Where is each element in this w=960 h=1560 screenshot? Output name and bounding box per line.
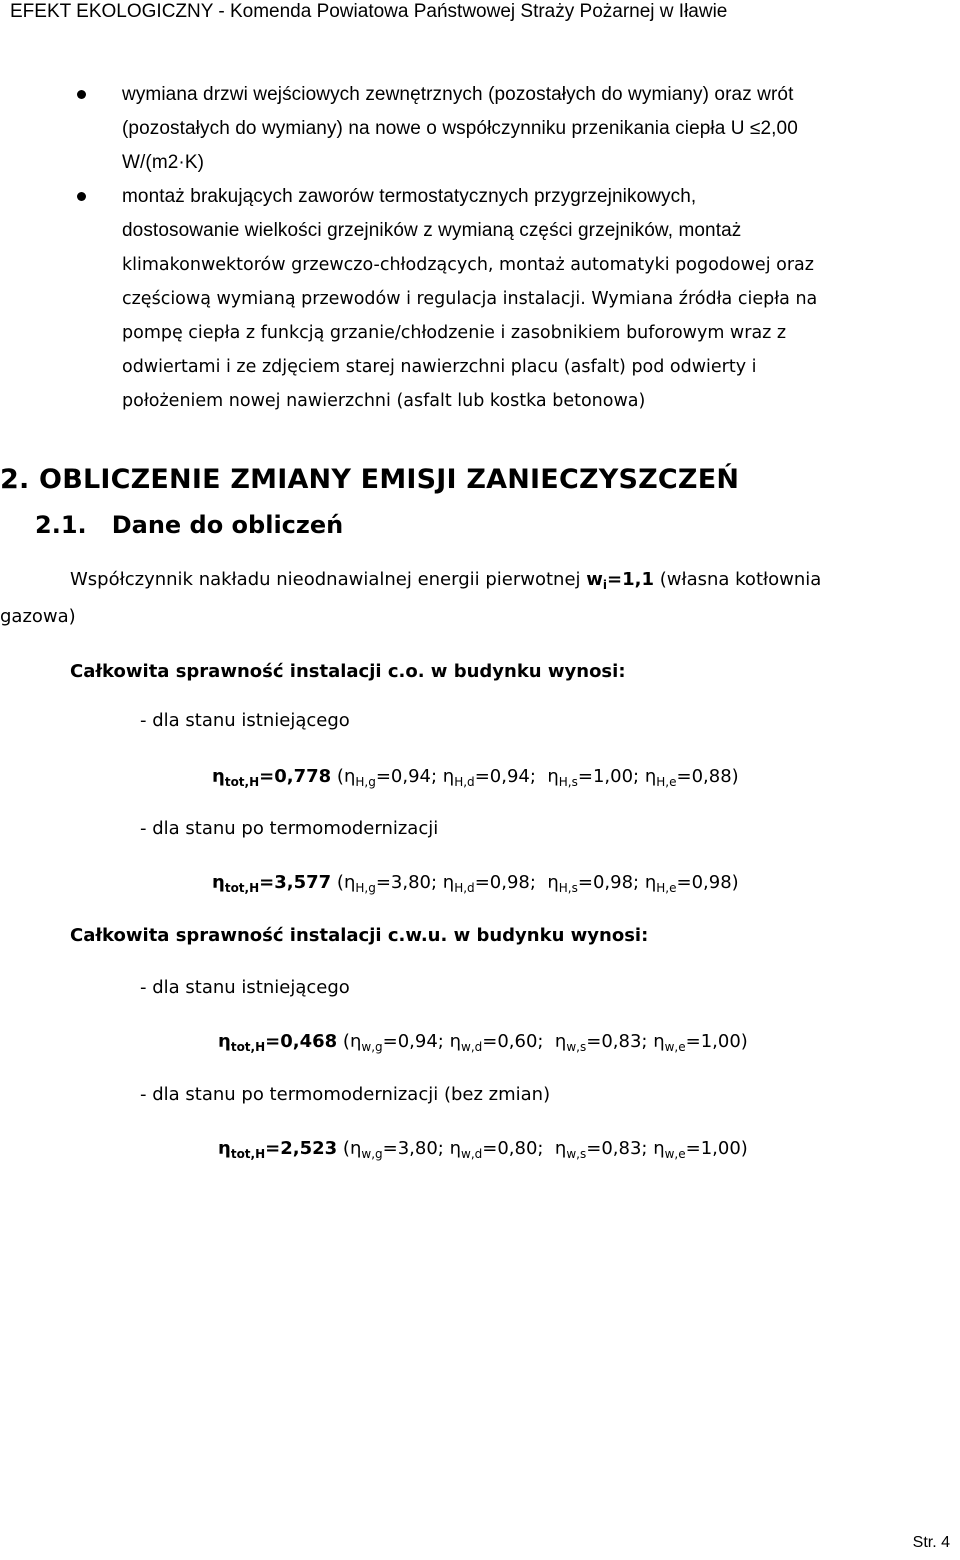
co-heading: Całkowita sprawność instalacji c.o. w budynku wynosi: (70, 661, 626, 682)
coefficient-paragraph (70, 563, 821, 597)
bullet-icon (77, 192, 86, 201)
bullet-item-2 (122, 180, 817, 418)
eta-detail: ($\eta_{H,g}=3,80$; $\eta_{H,d}=0,98$; $\eta_{H,s}=0,98$; $\eta_{H,e}=0,98$) (336, 872, 739, 895)
cwu-after-label: - dla stanu po termomodernizacji (bez zmian) (140, 1084, 551, 1105)
page-header: EFEKT EKOLOGICZNY - Komenda Powiatowa Państwowej Straży Pożarnej w Iławie (10, 1, 728, 22)
eta-symbol: η (212, 872, 225, 893)
eta-value: =3,577 (259, 872, 332, 893)
eta-symbol: η (218, 1031, 231, 1052)
coefficient-tail: (własna kotłownia (654, 569, 822, 590)
cwu-existing-formula (218, 1025, 748, 1059)
page-number: Str. 4 (912, 1534, 950, 1551)
bullet-line: wymiana drzwi wejściowych zewnętrznych (pozostałych do wymiany) oraz wrót (122, 84, 794, 105)
cwu-after-formula (218, 1132, 748, 1166)
eta-symbol: η (212, 766, 225, 787)
bullet-item-1 (122, 78, 798, 180)
eta-value: =0,468 (265, 1031, 338, 1052)
bullet-line: W/(m2·K) (122, 152, 205, 173)
bullet-line: dostosowanie wielkości grzejników z wymianą części grzejników, montaż (122, 220, 742, 241)
bullet-line: odwiertami i ze zdjęciem starej nawierzchni placu (asfalt) pod odwierty i (122, 357, 757, 377)
section-title: 2. OBLICZENIE ZMIANY EMISJI ZANIECZYSZCZEŃ (0, 464, 740, 495)
subsection-title: 2.1. Dane do obliczeń (35, 511, 344, 539)
coefficient-symbol-sub: i (602, 578, 608, 592)
co-existing-label: - dla stanu istniejącego (140, 710, 350, 731)
bullet-line: położeniem nowej nawierzchni (asfalt lub kostka betonowa) (122, 391, 646, 411)
coefficient-symbol: w (586, 569, 603, 590)
eta-sub: tot,H (230, 1147, 266, 1161)
coefficient-value: =1,1 (607, 569, 654, 590)
eta-detail: ($\eta_{w,g}=0,94$; $\eta_{w,d}=0,60$; $\eta_{w,s}=0,83$; $\eta_{w,e}=1,00$) (342, 1031, 748, 1054)
eta-symbol: η (218, 1138, 231, 1159)
eta-detail: ($\eta_{w,g}=3,80$; $\eta_{w,d}=0,80$; $\eta_{w,s}=0,83$; $\eta_{w,e}=1,00$) (342, 1138, 748, 1161)
bullet-line: pompę ciepła z funkcją grzanie/chłodzenie i zasobnikiem buforowym wraz z (122, 323, 787, 343)
co-after-label: - dla stanu po termomodernizacji (140, 818, 439, 839)
eta-detail: ($\eta_{H,g}=0,94$; $\eta_{H,d}=0,94$; $\eta_{H,s}=1,00$; $\eta_{H,e}=0,88$) (336, 766, 739, 789)
bullet-line: (pozostałych do wymiany) na nowe o współczynniku przenikania ciepła U ≤2,00 (122, 118, 798, 139)
bullet-line: klimakonwektorów grzewczo-chłodzących, montaż automatyki pogodowej oraz (122, 255, 814, 275)
bullet-icon (77, 90, 86, 99)
cwu-heading: Całkowita sprawność instalacji c.w.u. w budynku wynosi: (70, 925, 649, 946)
coefficient-text: Współczynnik nakładu nieodnawialnej energii pierwotnej (70, 569, 587, 590)
cwu-existing-label: - dla stanu istniejącego (140, 977, 350, 998)
eta-sub: tot,H (224, 881, 260, 895)
co-after-formula (212, 866, 739, 900)
eta-sub: tot,H (224, 775, 260, 789)
bullet-line: montaż brakujących zaworów termostatycznych przygrzejnikowych, (122, 186, 697, 207)
co-existing-formula (212, 760, 739, 794)
eta-value: =2,523 (265, 1138, 338, 1159)
eta-sub: tot,H (230, 1040, 266, 1054)
coefficient-continuation: gazowa) (0, 606, 76, 627)
eta-value: =0,778 (259, 766, 332, 787)
bullet-line: częściową wymianą przewodów i regulacja instalacji. Wymiana źródła ciepła na (122, 289, 818, 309)
